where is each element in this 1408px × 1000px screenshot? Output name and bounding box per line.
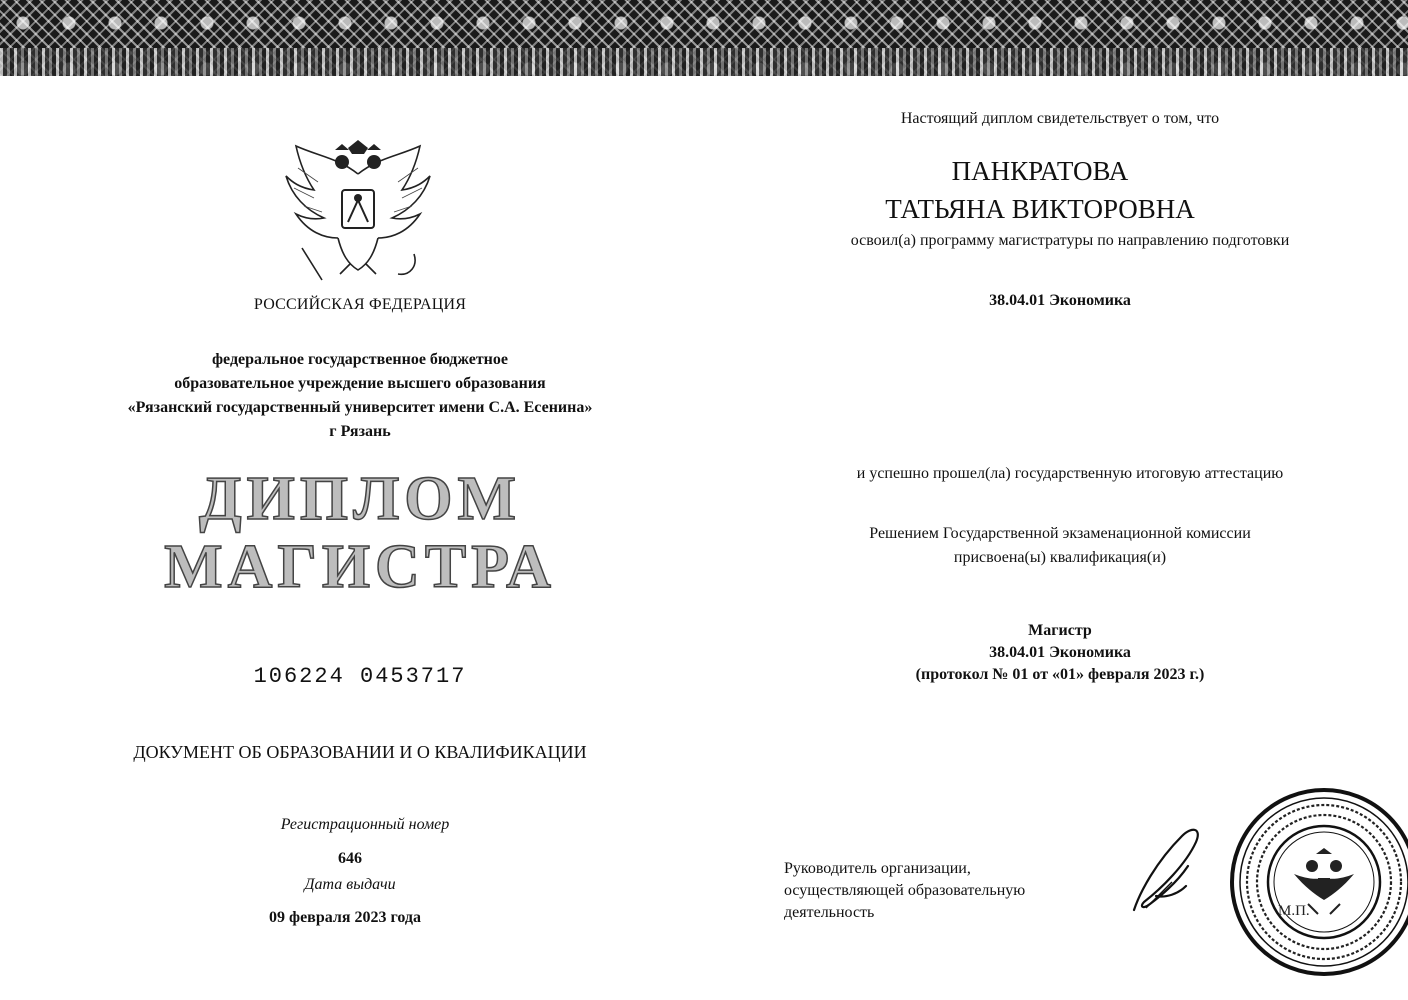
head-of-organization-label	[784, 858, 1025, 924]
registration-number-label: Регистрационный номер	[280, 816, 450, 833]
certify-intro: Настоящий диплом свидетельствует о том, что	[900, 110, 1220, 127]
issue-date-label: Дата выдачи	[304, 876, 396, 893]
commission-line-2: присвоена(ы) квалификация(и)	[953, 549, 1167, 566]
signature-icon	[1126, 822, 1216, 918]
qualification-protocol: (протокол № 01 от «01» февраля 2023 г.)	[915, 666, 1205, 683]
serial-number: 106224 0453717	[253, 664, 467, 689]
head-of-organization-line-3: деятельность	[784, 904, 875, 921]
head-of-organization-line-2: осуществляющей образовательную	[784, 882, 1026, 899]
qualification-program: 38.04.01 Экономика	[989, 644, 1131, 661]
document-type: ДОКУМЕНТ ОБ ОБРАЗОВАНИИ И О КВАЛИФИКАЦИИ	[133, 742, 587, 762]
official-seal-icon	[1224, 782, 1408, 982]
attestation-text: и успешно прошел(ла) государственную итоговую аттестацию	[856, 465, 1284, 482]
qualification-title: Магистр	[1028, 622, 1092, 639]
head-of-organization-line-1: Руководитель организации,	[784, 860, 971, 877]
organization-line-2: образовательное учреждение высшего образования	[174, 375, 546, 392]
organization-line-1: федеральное государственное бюджетное	[211, 351, 508, 368]
registration-number: 646	[338, 850, 362, 867]
decorative-security-band	[0, 0, 1408, 76]
country-name: РОССИЙСКАЯ ФЕДЕРАЦИЯ	[253, 296, 467, 313]
issue-date: 09 февраля 2023 года	[269, 909, 421, 926]
seal-mark: М.П.	[1278, 903, 1310, 919]
graduate-given-names: ТАТЬЯНА ВИКТОРОВНА	[885, 194, 1195, 224]
commission-line-1: Решением Государственной экзаменационной комиссии	[869, 525, 1251, 542]
program-intro: освоил(а) программу магистратуры по направлению подготовки	[850, 232, 1290, 249]
program-code: 38.04.01 Экономика	[989, 292, 1131, 309]
document-title-line-2: МАГИСТРА	[164, 533, 556, 601]
coat-of-arms-emblem-icon	[278, 138, 438, 290]
organization-city: г Рязань	[329, 423, 391, 440]
organization-line-3: «Рязанский государственный университет имени С.А. Есенина»	[127, 399, 593, 416]
document-title-line-1: ДИПЛОМ	[198, 465, 522, 533]
graduate-surname: ПАНКРАТОВА	[951, 156, 1129, 186]
